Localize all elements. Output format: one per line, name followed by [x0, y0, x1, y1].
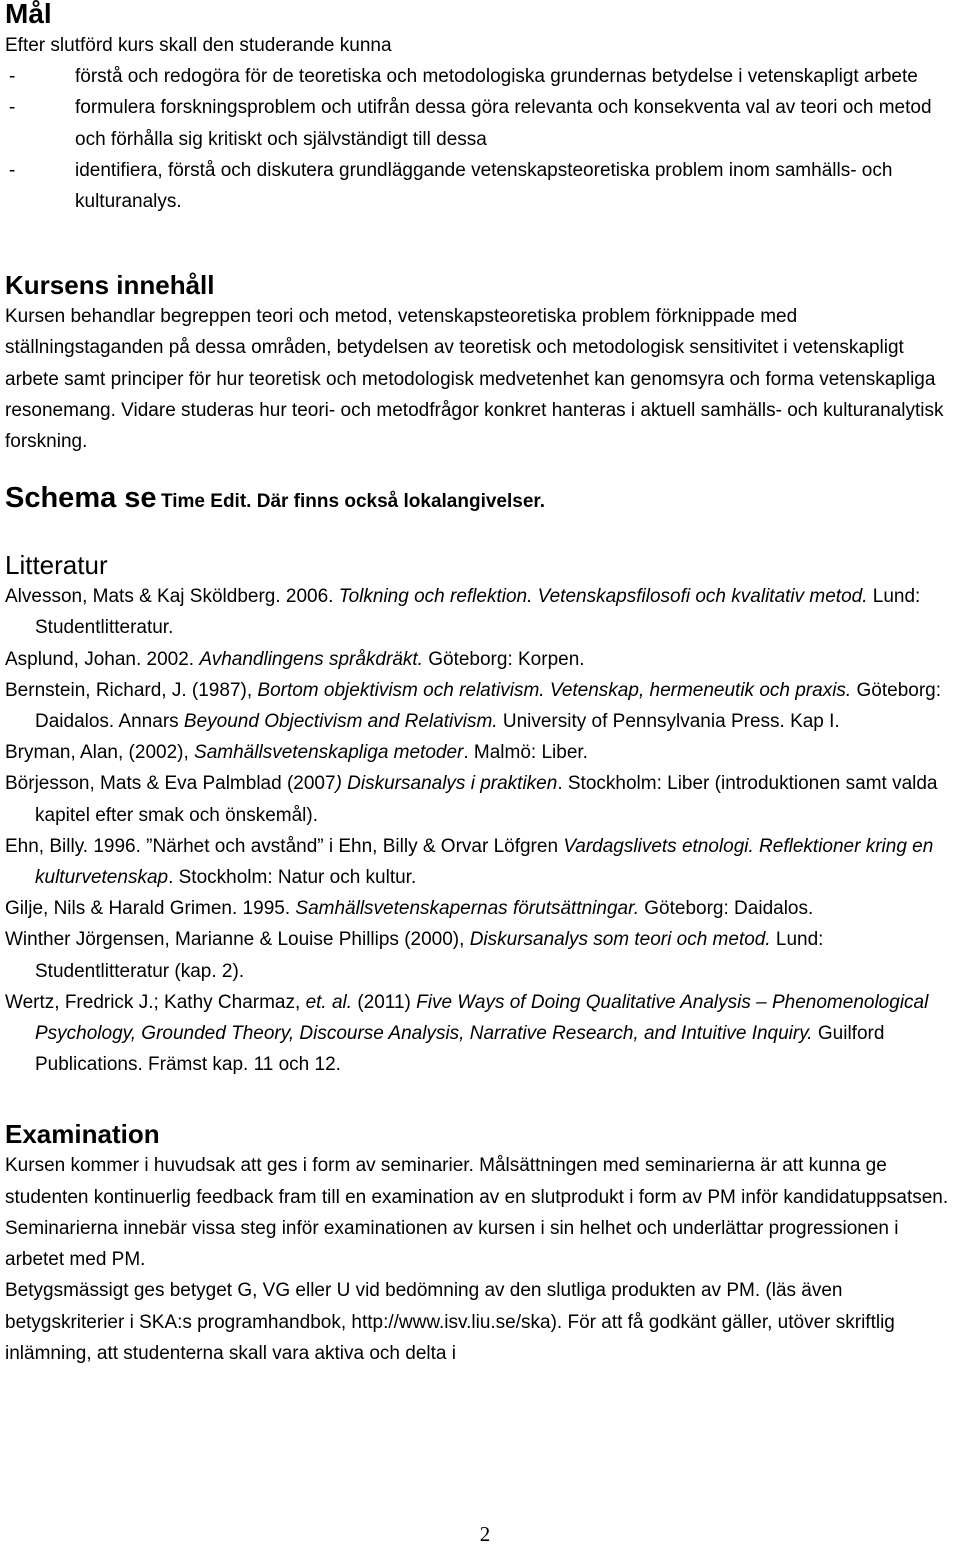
reference-title: Five Ways of Doing Qualitative Analysis – Phenomenological Psychology, Grounded Theory, Discourse Analysis, Narrative Research, and Intuitive Inquiry.	[35, 991, 929, 1045]
reference-item: Bryman, Alan, (2002), Samhällsvetenskapliga metoder. Malmö: Liber.	[5, 742, 588, 764]
schema-line	[5, 479, 957, 522]
section-heading-examination: Examination	[5, 1119, 160, 1150]
reference-title: Diskursanalys som teori och metod.	[469, 929, 771, 951]
goals-intro: Efter slutförd kurs skall den studerande kunna	[5, 35, 392, 56]
document-page	[5, 0, 957, 1369]
goal-item: - formulera forskningsproblem och utifrån dessa göra relevanta och konsekventa val av teori och metod och förhålla sig kritiskt och självständigt till dessa	[5, 92, 957, 154]
reference-item: Wertz, Fredrick J.; Kathy Charmaz, et. al. (2011) Five Ways of Doing Qualitative Analysis – Phenomenological Psychology, Grounded Theory, Discourse Analysis, Narrative Research, and Intuitive Inquiry. Guilford Publications. Främst kap. 11 och 12.	[5, 991, 929, 1076]
goals-list	[5, 61, 957, 217]
reference-item: Alvesson, Mats & Kaj Sköldberg. 2006. Tolkning och reflektion. Vetenskapsfilosofi och kvalitativ metod. Lund: Studentlitteratur.	[5, 586, 921, 639]
course-content-text: Kursen behandlar begreppen teori och metod, vetenskapsteoretiska problem förknippade med ställningstaganden på dessa områden, betydelsen av teoretisk och metodologisk sensitivitet i vetenskapligt arbete samt principer för hur teoretisk och metodologisk medvetenhet kan genomsyra och forma vetenskapliga resonemang. Vidare studeras hur teori- och metodfrågor konkret hanteras i aktuell samhälls- och kulturanalytisk forskning.	[5, 306, 944, 453]
reference-item: Gilje, Nils & Harald Grimen. 1995. Samhällsvetenskapernas förutsättningar. Göteborg: Daidalos.	[5, 898, 814, 920]
reference-title: et. al.	[305, 991, 353, 1013]
section-heading-innehall: Kursens innehåll	[5, 270, 215, 301]
grading-paragraph: Betygsmässigt ges betyget G, VG eller U vid bedömning av den slutliga produkten av PM. (läs även betygskriterier i SKA:s programhandbok, http://www.isv.liu.se/ska). För att få godkänt gäller, utöver skriftlig inlämning, att studenterna skall vara aktiva och delta i	[5, 1280, 895, 1364]
section-heading-mal: Mål	[5, 0, 52, 29]
reference-title: Tolkning och reflektion. Vetenskapsfilosofi och kvalitativ metod.	[338, 586, 868, 608]
page-number: 2	[479, 1522, 491, 1546]
reference-title: Samhällsvetenskapliga metoder	[194, 742, 464, 764]
section-heading-litteratur: Litteratur	[5, 550, 108, 581]
reference-title: Avhandlingens språkdräkt.	[199, 648, 423, 670]
reference-item: Asplund, Johan. 2002. Avhandlingens språkdräkt. Göteborg: Korpen.	[5, 648, 585, 670]
dash-bullet: -	[9, 97, 16, 119]
examination-paragraph: Kursen kommer i huvudsak att ges i form av seminarier. Målsättningen med seminarierna är att kunna ge studenten kontinuerlig feedback fram till en examination av en slutprodukt i form av PM inför kandidatuppsatsen. Seminarierna innebär vissa steg inför examinationen av kursen i sin helhet och underlättar progressionen i arbetet med PM.	[5, 1155, 949, 1271]
dash-bullet: -	[9, 159, 16, 181]
dash-bullet: -	[9, 66, 16, 88]
goal-item: - förstå och redogöra för de teoretiska och metodologiska grundernas betydelse i vetenskapligt arbete	[5, 61, 957, 92]
schema-note: Time Edit. Där finns också lokalangivelser.	[161, 491, 546, 513]
reference-title: Samhällsvetenskapernas förutsättningar.	[295, 898, 639, 920]
schema-label: Schema se	[5, 482, 157, 515]
reference-item: Börjesson, Mats & Eva Palmblad (2007) Diskursanalys i praktiken. Stockholm: Liber (introduktionen samt valda kapitel efter smak och önskemål).	[5, 773, 938, 826]
reference-item: Winther Jörgensen, Marianne & Louise Phillips (2000), Diskursanalys som teori och metod. Lund: Studentlitteratur (kap. 2).	[5, 929, 824, 982]
reference-list	[5, 581, 957, 1080]
goal-item: - identifiera, förstå och diskutera grundläggande vetenskapsteoretiska problem inom samhälls- och kulturanalys.	[5, 155, 957, 217]
reference-item: Ehn, Billy. 1996. ”Närhet och avstånd” i Ehn, Billy & Orvar Löfgren Vardagslivets etnologi. Reflektioner kring en kulturvetenskap. Stockholm: Natur och kultur.	[5, 835, 934, 889]
reference-title: Beyound Objectivism and Relativism.	[183, 711, 498, 733]
reference-title: Vardagslivets etnologi. Reflektioner kring en kulturvetenskap	[35, 835, 934, 889]
reference-title: Bortom objektivism och relativism. Vetenskap, hermeneutik och praxis.	[257, 679, 852, 701]
reference-title: ) Diskursanalys i praktiken	[335, 773, 558, 795]
reference-item: Bernstein, Richard, J. (1987), Bortom objektivism och relativism. Vetenskap, hermeneutik och praxis. Göteborg: Daidalos. Annars Beyound Objectivism and Relativism. University of Pennsylvania Press. Kap I.	[5, 679, 941, 733]
